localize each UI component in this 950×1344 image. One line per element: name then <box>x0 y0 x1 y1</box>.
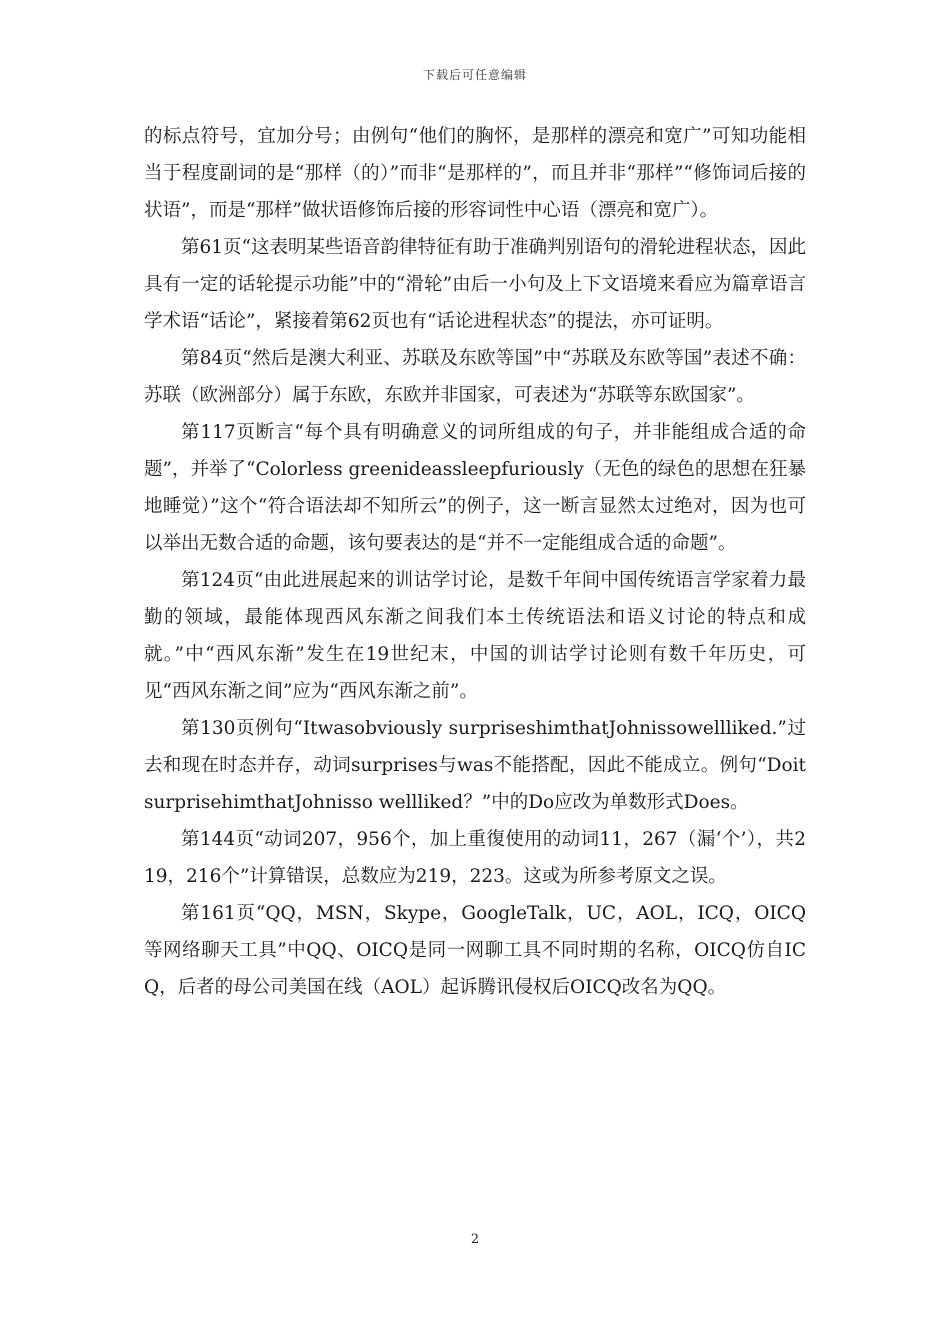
paragraph-page-144: 第144页“动词207，956个，加上重復使用的动词11，267（漏‘个’），共219，216个”计算错误，总数应为219，223。这或为所参考原文之误。 <box>144 829 806 887</box>
paragraph-continuation: 的标点符号，宜加分号；由例句“他们的胸怀，是那样的漂亮和宽广”可知功能相当于程度副词的是“那样（的）”而非“是那样的”，而且并非“那样”“修饰词后接的状语”，而是“那样”做状语修饰后接的形容词性中心语（漂亮和宽广）。 <box>144 126 806 221</box>
paragraph-page-130: 第130页例句“Itwasobviously surpriseshimthatJohnissowellliked.”过去和现在时态并存，动词surprises与was不能搭配，因此不能成立。例句“DoitsurprisehimthatJohnisso wellliked？”中的Do应改为单数形式Does。 <box>144 718 806 813</box>
paragraph-page-61: 第61页“这表明某些语音韵律特征有助于准确判别语句的滑轮进程状态，因此具有一定的话轮提示功能”中的“滑轮”由后一小句及上下文语境来看应为篇章语言学术语“话论”，紧接着第62页也有“话论进程状态”的提法，亦可证明。 <box>144 237 807 332</box>
paragraph-page-84: 第84页“然后是澳大利亚、苏联及东欧等国”中“苏联及东欧等国”表述不确：苏联（欧洲部分）属于东欧，东欧并非国家，可表述为“苏联等东欧国家”。 <box>144 348 806 406</box>
document-body <box>144 118 806 1006</box>
paragraph-page-124: 第124页“由此进展起来的训诂学讨论，是数千年间中国传统语言学家着力最勤的领域，最能体现西风东渐之间我们本土传统语法和语义讨论的特点和成就。”中“西风东渐”发生在19世纪末，中国的训诂学讨论则有数千年历史，可见“西风东渐之间”应为“西风东渐之前”。 <box>144 570 806 702</box>
paragraph-page-161: 第161页“QQ，MSN，Skype，GoogleTalk，UC，AOL，ICQ，OICQ等网络聊天工具”中QQ、OICQ是同一网聊工具不同时期的名称，OICQ仿自ICQ，后者的母公司美国在线（AOL）起诉腾讯侵权后OICQ改名为QQ。 <box>144 903 806 998</box>
paragraph-page-117: 第117页断言“每个具有明确意义的词所组成的句子，并非能组成合适的命题”，并举了“Colorless greenideassleepfuriously（无色的绿色的思想在狂暴地睡觉）”这个“符合语法却不知所云”的例子，这一断言显然太过绝对，因为也可以举出无数合适的命题，该句要表达的是“并不一定能组成合适的命题”。 <box>144 422 806 554</box>
page-number: 2 <box>470 1232 480 1247</box>
page-header: 下载后可任意编辑 <box>422 68 527 82</box>
